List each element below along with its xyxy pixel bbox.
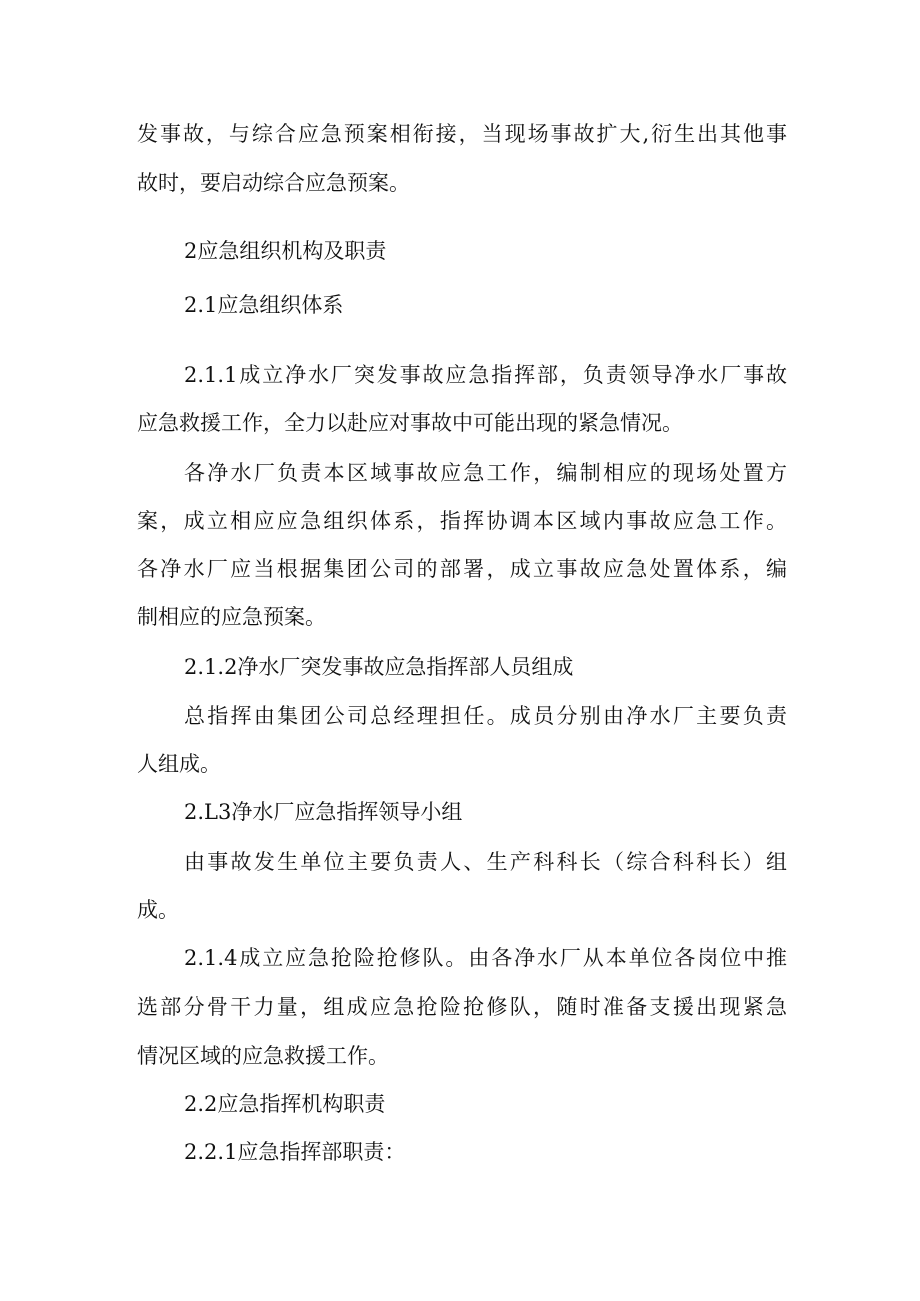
text-line: 应急救援工作，全力以赴应对事故中可能出现的紧急情况。 xyxy=(137,411,683,435)
text-line: 故时，要启动综合应急预案。 xyxy=(137,171,410,195)
text-line: 人组成。 xyxy=(137,752,221,776)
subsection-heading: 2.1应急组织体系 xyxy=(184,293,344,317)
text-line: 2.1.4成立应急抢险抢修队。由各净水厂从本单位各岗位中推 xyxy=(184,946,787,970)
text-line: 总指挥由集团公司总经理担任。成员分别由净水厂主要负责 xyxy=(184,704,787,728)
text-line: 案，成立相应应急组织体系，指挥协调本区域内事故应急工作。 xyxy=(137,509,787,533)
text-line: 各净水厂负责本区域事故应急工作，编制相应的现场处置方 xyxy=(184,461,787,485)
text-line: 发事故，与综合应急预案相衔接，当现场事故扩大,衍生出其他事 xyxy=(137,122,787,146)
subsection-heading: 2.2应急指挥机构职责 xyxy=(184,1092,386,1116)
text-line: 由事故发生单位主要负责人、生产科科长（综合科科长）组 xyxy=(184,850,787,874)
text-line: 选部分骨干力量，组成应急抢险抢修队，随时准备支援出现紧急 xyxy=(137,995,787,1019)
section-heading: 2应急组织机构及职责 xyxy=(184,239,387,263)
text-line: 情况区域的应急救援工作。 xyxy=(137,1044,389,1068)
subsection-heading: 2.2.1应急指挥部职责： xyxy=(184,1140,406,1164)
text-line: 制相应的应急预案。 xyxy=(137,605,326,629)
text-line: 各净水厂应当根据集团公司的部署，成立事故应急处置体系，编 xyxy=(137,557,787,581)
subsection-heading: 2.1.2净水厂突发事故应急指挥部人员组成 xyxy=(184,655,574,679)
subsection-heading: 2.L3净水厂应急指挥领导小组 xyxy=(184,800,463,824)
text-line: 2.1.1成立净水厂突发事故应急指挥部，负责领导净水厂事故 xyxy=(184,363,787,387)
text-line: 成。 xyxy=(137,898,179,922)
